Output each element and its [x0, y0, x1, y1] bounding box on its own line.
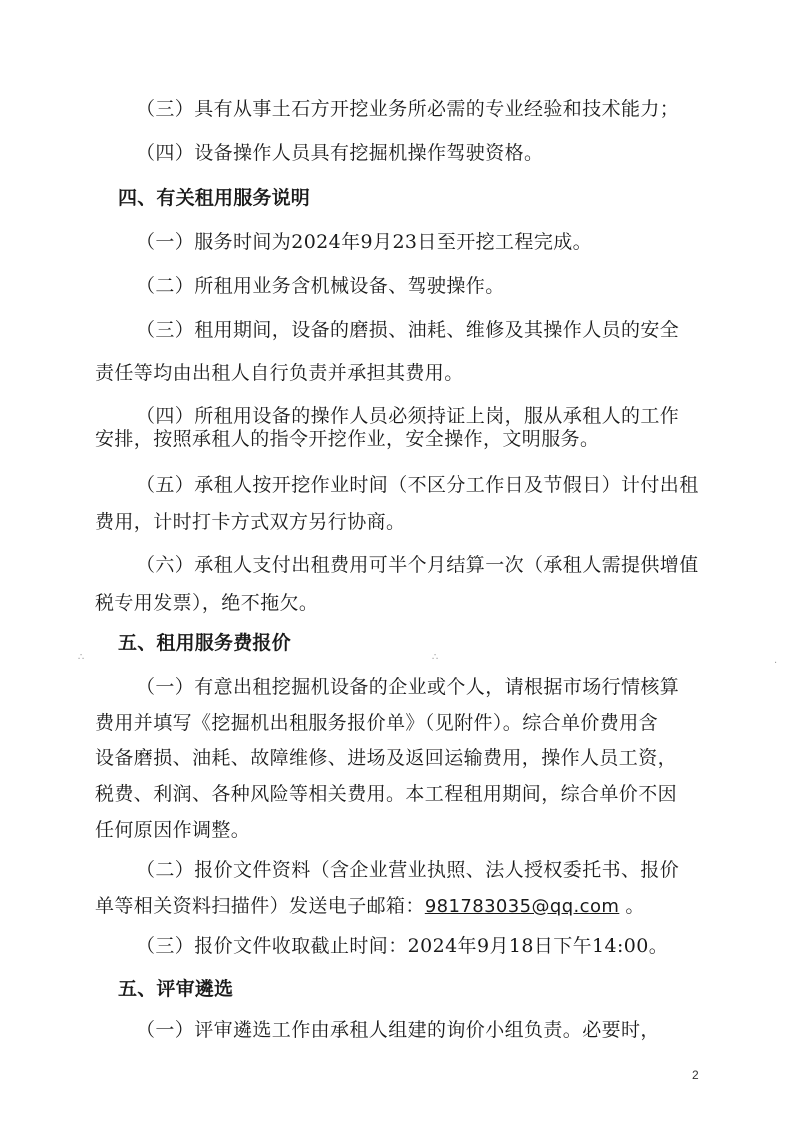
paragraph-line: （六）承租人支付出租费用可半个月结算一次（承租人需提供增值	[136, 554, 699, 576]
paragraph-line: 责任等均由出租人自行负责并承担其费用。	[95, 362, 464, 384]
scan-speck-icon: ·	[774, 658, 778, 669]
paragraph-text: 。	[625, 895, 645, 917]
paragraph-line: （二）报价文件资料（含企业营业执照、法人授权委托书、报价	[136, 859, 680, 881]
paragraph-line: （三）具有从事土石方开挖业务所必需的专业经验和技术能力；	[136, 98, 680, 120]
paragraph-line: 费用并填写《挖掘机出租服务报价单》（见附件）。综合单价费用含	[95, 712, 659, 734]
paragraph-line: （一）评审遴选工作由承租人组建的询价小组负责。必要时，	[136, 1019, 660, 1041]
paragraph-line: （三）租用期间，设备的磨损、油耗、维修及其操作人员的安全	[136, 319, 680, 341]
section-heading: 四、有关租用服务说明	[118, 187, 311, 209]
scan-speck-icon: ∴	[78, 652, 85, 663]
paragraph-line: 税费、利润、各种风险等相关费用。本工程租用期间，综合单价不因	[95, 783, 678, 805]
paragraph-line: 任何原因作调整。	[95, 819, 251, 841]
page-number: 2	[692, 1068, 699, 1082]
paragraph-line: 税专用发票），绝不拖欠。	[95, 592, 319, 614]
paragraph-line: （一）服务时间为2024年9月23日至开挖工程完成。	[136, 231, 593, 253]
paragraph-line: 安排，按照承租人的指令开挖作业，安全操作，文明服务。	[95, 428, 600, 450]
paragraph-line: （五）承租人按开挖作业时间（不区分工作日及节假日）计付出租	[136, 474, 699, 496]
paragraph-line: （四）设备操作人员具有挖掘机操作驾驶资格。	[136, 142, 544, 164]
paragraph-line: （三）报价文件收取截止时间：2024年9月18日下午14:00。	[136, 935, 669, 957]
section-heading: 五、租用服务费报价	[118, 632, 291, 654]
paragraph-line: （一）有意出租挖掘机设备的企业或个人，请根据市场行情核算	[136, 676, 680, 698]
paragraph-line	[95, 894, 645, 919]
paragraph-line: 设备磨损、油耗、故障维修、进场及返回运输费用，操作人员工资，	[95, 747, 678, 769]
paragraph-line: 费用，计时打卡方式双方另行协商。	[95, 511, 406, 533]
email-link[interactable]: 981783035@qq.com	[424, 896, 620, 917]
section-heading: 五、评审遴选	[118, 978, 234, 1000]
paragraph-text: 单等相关资料扫描件）发送电子邮箱：	[95, 895, 425, 917]
paragraph-line: （二）所租用业务含机械设备、驾驶操作。	[136, 275, 505, 297]
paragraph-line: （四）所租用设备的操作人员必须持证上岗，服从承租人的工作	[136, 405, 680, 427]
scan-speck-icon: ∴	[432, 652, 439, 663]
